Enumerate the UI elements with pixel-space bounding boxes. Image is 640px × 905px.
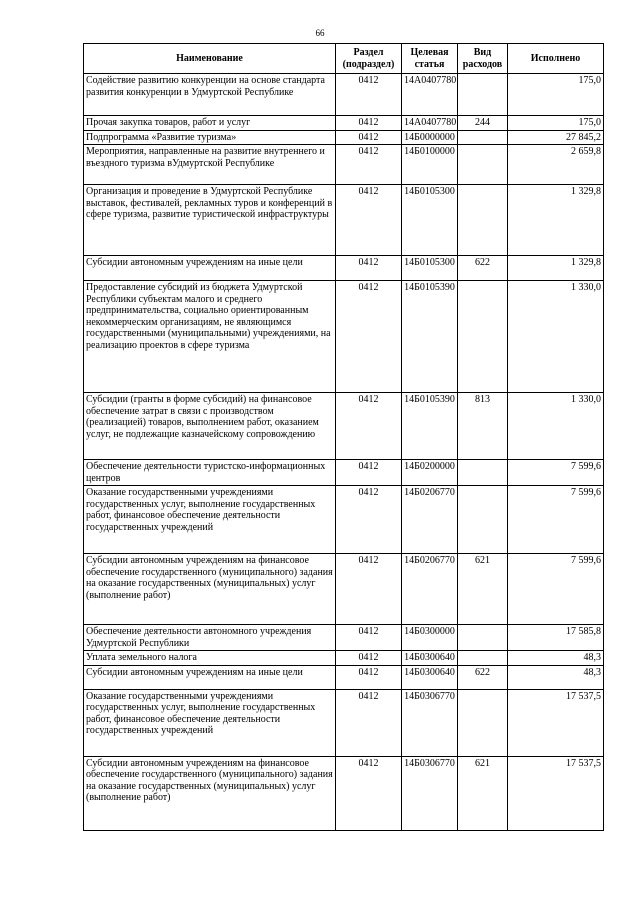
cell-amount: 7 599,6 <box>508 486 604 554</box>
cell-name: Субсидии автономным учреждениям на финансовое обеспечение государственного (муниципального) задания на оказание государственных (муниципальных) услуг (выполнение работ) <box>84 554 336 625</box>
table-row <box>84 281 604 393</box>
cell-section: 0412 <box>336 130 402 145</box>
cell-amount: 7 599,6 <box>508 460 604 486</box>
cell-name: Подпрограмма «Развитие туризма» <box>84 130 336 145</box>
cell-article: 14Б0105300 <box>402 256 458 281</box>
cell-expense-type <box>458 460 508 486</box>
cell-section: 0412 <box>336 665 402 689</box>
cell-expense-type <box>458 130 508 145</box>
cell-expense-type: 244 <box>458 116 508 131</box>
cell-article: 14А0407780 <box>402 74 458 116</box>
cell-section: 0412 <box>336 651 402 666</box>
table-row <box>84 460 604 486</box>
cell-name: Оказание государственными учреждениями государственных услуг, выполнение государственных работ, финансовое обеспечение деятельности государственных учреждений <box>84 689 336 756</box>
cell-expense-type <box>458 281 508 393</box>
cell-article: 14Б0105390 <box>402 393 458 460</box>
table-row <box>84 393 604 460</box>
cell-name: Мероприятия, направленные на развитие внутреннего и въездного туризма вУдмуртской Республике <box>84 145 336 185</box>
cell-section: 0412 <box>336 256 402 281</box>
cell-article: 14Б0105300 <box>402 185 458 256</box>
cell-expense-type <box>458 651 508 666</box>
cell-expense-type: 622 <box>458 665 508 689</box>
cell-section: 0412 <box>336 689 402 756</box>
table-row <box>84 256 604 281</box>
header-name: Наименование <box>84 44 336 74</box>
cell-article: 14Б0306770 <box>402 756 458 830</box>
cell-name: Субсидии автономным учреждениям на иные цели <box>84 665 336 689</box>
cell-name: Субсидии автономным учреждениям на финансовое обеспечение государственного (муниципального) задания на оказание государственных (муниципальных) услуг (выполнение работ) <box>84 756 336 830</box>
cell-section: 0412 <box>336 74 402 116</box>
cell-article: 14Б0105390 <box>402 281 458 393</box>
cell-name: Уплата земельного налога <box>84 651 336 666</box>
cell-name: Обеспечение деятельности туристско-информационных центров <box>84 460 336 486</box>
cell-expense-type <box>458 145 508 185</box>
cell-article: 14Б0100000 <box>402 145 458 185</box>
cell-expense-type <box>458 185 508 256</box>
cell-amount: 2 659,8 <box>508 145 604 185</box>
budget-table <box>83 43 604 831</box>
cell-article: 14Б0206770 <box>402 486 458 554</box>
cell-article: 14А0407780 <box>402 116 458 131</box>
table-row <box>84 651 604 666</box>
cell-expense-type <box>458 689 508 756</box>
cell-expense-type: 622 <box>458 256 508 281</box>
cell-article: 14Б0306770 <box>402 689 458 756</box>
cell-amount: 48,3 <box>508 651 604 666</box>
cell-section: 0412 <box>336 486 402 554</box>
cell-article: 14Б0000000 <box>402 130 458 145</box>
table-row <box>84 756 604 830</box>
table-row <box>84 116 604 131</box>
cell-expense-type <box>458 74 508 116</box>
table-row <box>84 486 604 554</box>
table-row <box>84 554 604 625</box>
cell-amount: 17 537,5 <box>508 756 604 830</box>
cell-section: 0412 <box>336 145 402 185</box>
table-row <box>84 145 604 185</box>
table-body <box>84 74 604 831</box>
cell-expense-type: 813 <box>458 393 508 460</box>
header-expense-type: Вид расходов <box>458 44 508 74</box>
cell-name: Прочая закупка товаров, работ и услуг <box>84 116 336 131</box>
cell-name: Обеспечение деятельности автономного учреждения Удмуртской Республики <box>84 625 336 651</box>
cell-section: 0412 <box>336 185 402 256</box>
table-row <box>84 625 604 651</box>
cell-article: 14Б0300640 <box>402 651 458 666</box>
cell-amount: 1 329,8 <box>508 185 604 256</box>
cell-section: 0412 <box>336 393 402 460</box>
cell-name: Оказание государственными учреждениями государственных услуг, выполнение государственных работ, финансовое обеспечение деятельности государственных учреждений <box>84 486 336 554</box>
cell-section: 0412 <box>336 756 402 830</box>
cell-amount: 175,0 <box>508 74 604 116</box>
header-amount: Исполнено <box>508 44 604 74</box>
cell-name: Содействие развитию конкуренции на основе стандарта развития конкуренции в Удмуртской Республике <box>84 74 336 116</box>
cell-expense-type <box>458 625 508 651</box>
cell-name: Субсидии (гранты в форме субсидий) на финансовое обеспечение затрат в связи с производством (реализацией) товаров, выполнением работ, оказанием услуг, не подлежащие казначейскому сопровождению <box>84 393 336 460</box>
cell-amount: 27 845,2 <box>508 130 604 145</box>
cell-expense-type: 621 <box>458 756 508 830</box>
cell-amount: 175,0 <box>508 116 604 131</box>
table-header-row <box>84 44 604 74</box>
table-row <box>84 130 604 145</box>
cell-expense-type <box>458 486 508 554</box>
cell-section: 0412 <box>336 281 402 393</box>
cell-name: Субсидии автономным учреждениям на иные цели <box>84 256 336 281</box>
cell-amount: 17 537,5 <box>508 689 604 756</box>
table-row <box>84 185 604 256</box>
cell-amount: 1 330,0 <box>508 393 604 460</box>
cell-section: 0412 <box>336 460 402 486</box>
page-number: 66 <box>315 28 325 38</box>
cell-amount: 1 329,8 <box>508 256 604 281</box>
cell-article: 14Б0200000 <box>402 460 458 486</box>
cell-section: 0412 <box>336 554 402 625</box>
cell-section: 0412 <box>336 625 402 651</box>
cell-name: Предоставление субсидий из бюджета Удмуртской Республики субъектам малого и среднего предпринимательства, социально ориентированным некоммерческим организациям, не являющимся государственными (муниципальными) учреждениями, на реализацию проектов в сфере туризма <box>84 281 336 393</box>
cell-amount: 48,3 <box>508 665 604 689</box>
cell-amount: 7 599,6 <box>508 554 604 625</box>
table-row <box>84 665 604 689</box>
table-row <box>84 74 604 116</box>
cell-article: 14Б0206770 <box>402 554 458 625</box>
table-row <box>84 689 604 756</box>
cell-amount: 1 330,0 <box>508 281 604 393</box>
cell-section: 0412 <box>336 116 402 131</box>
header-article: Целевая статья <box>402 44 458 74</box>
cell-article: 14Б0300640 <box>402 665 458 689</box>
header-section: Раздел (подраздел) <box>336 44 402 74</box>
cell-article: 14Б0300000 <box>402 625 458 651</box>
cell-amount: 17 585,8 <box>508 625 604 651</box>
cell-expense-type: 621 <box>458 554 508 625</box>
cell-name: Организация и проведение в Удмуртской Республике выставок, фестивалей, рекламных туров и конференций в сфере туризма, развитие туристической инфраструктуры <box>84 185 336 256</box>
